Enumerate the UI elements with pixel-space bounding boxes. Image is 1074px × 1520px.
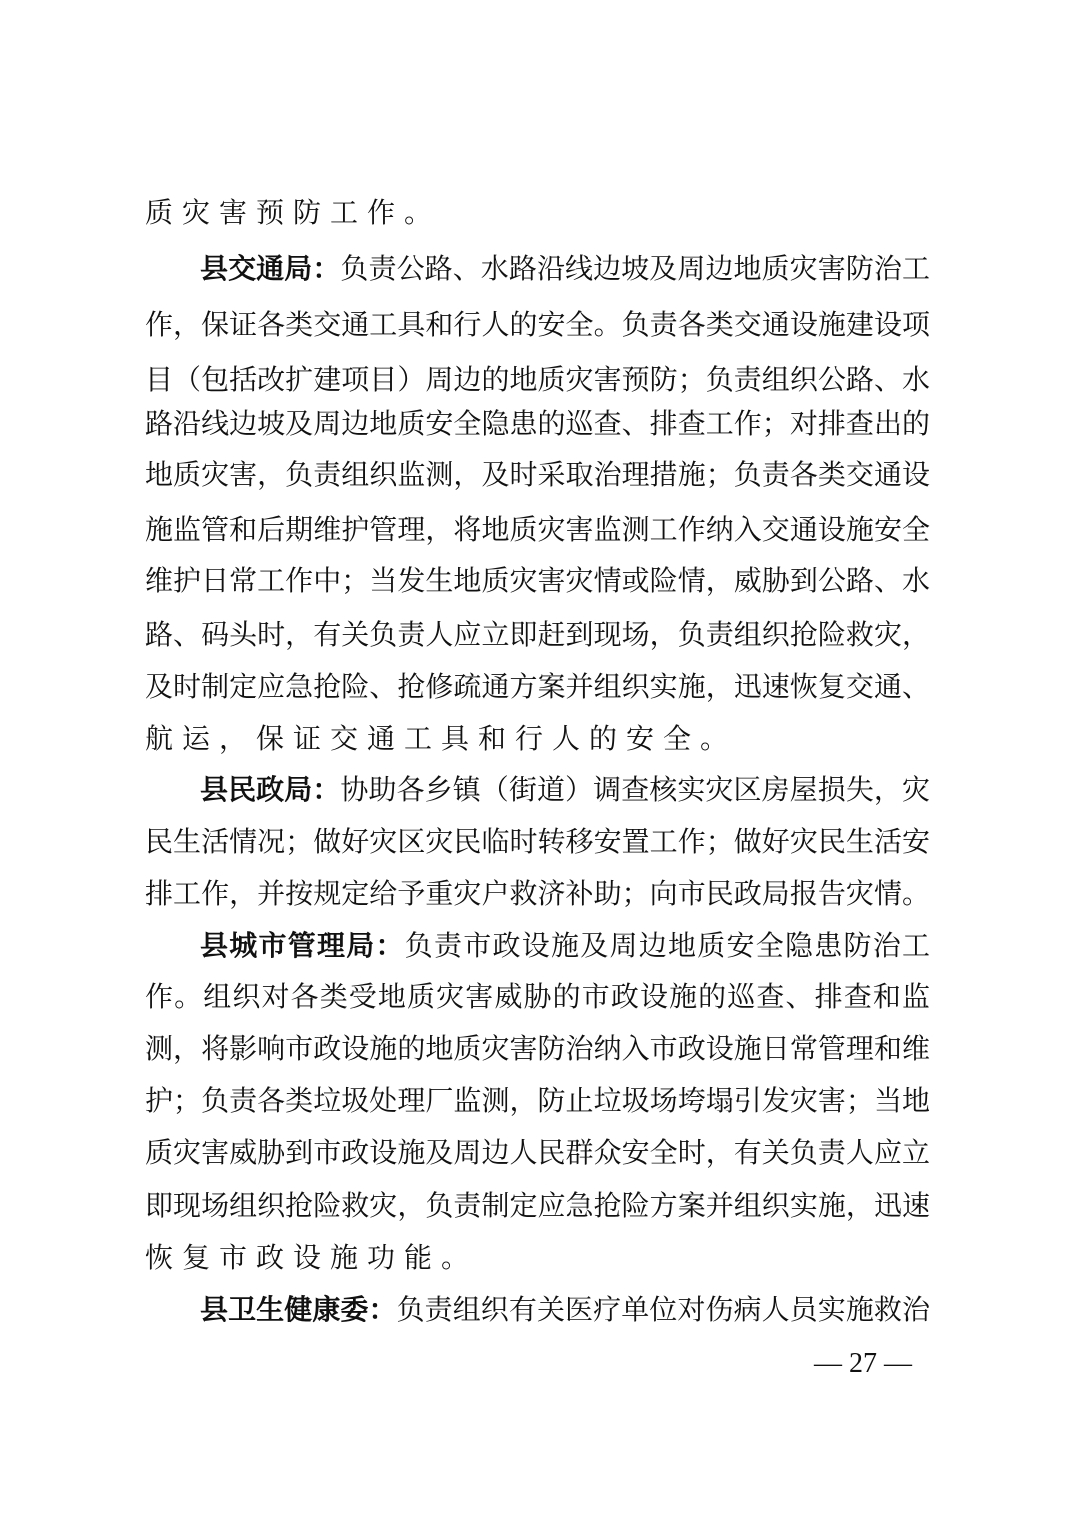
paragraph-line: 县交通局：负责公路、水路沿线边坡及周边地质灾害防治工 [200, 252, 930, 285]
section-heading-civil-affairs: 县民政局： [200, 773, 341, 806]
section-heading-city-management: 县城市管理局： [200, 929, 405, 962]
paragraph-line: 路沿线边坡及周边地质安全隐患的巡查、排查工作；对排查出的 [145, 407, 930, 440]
paragraph-line: 路、码头时，有关负责人应立即赶到现场，负责组织抢险救灾， [145, 618, 930, 651]
paragraph-line: 恢复市政设施功能。 [145, 1241, 479, 1274]
paragraph-line: 民生活情况；做好灾区灾民临时转移安置工作；做好灾民生活安 [145, 825, 930, 858]
paragraph-line: 测，将影响市政设施的地质灾害防治纳入市政设施日常管理和维 [145, 1032, 930, 1065]
paragraph-line: 作。组织对各类受地质灾害威胁的市政设施的巡查、排查和监 [145, 980, 930, 1013]
paragraph-line: 作，保证各类交通工具和行人的安全。负责各类交通设施建设项 [145, 308, 930, 341]
paragraph-line: 排工作，并按规定给予重灾户救济补助；向市民政局报告灾情。 [145, 877, 930, 910]
paragraph-line: 质灾害预防工作。 [145, 196, 442, 229]
paragraph-line: 县城市管理局：负责市政设施及周边地质安全隐患防治工 [200, 929, 930, 962]
paragraph-line: 护；负责各类垃圾处理厂监测，防止垃圾场垮塌引发灾害；当地 [145, 1084, 930, 1117]
paragraph-line: 地质灾害，负责组织监测，及时采取治理措施；负责各类交通设 [145, 458, 930, 491]
paragraph-line: 及时制定应急抢险、抢修疏通方案并组织实施，迅速恢复交通、 [145, 670, 930, 703]
paragraph-line: 即现场组织抢险救灾，负责制定应急抢险方案并组织实施，迅速 [145, 1189, 930, 1222]
paragraph-line: 县民政局：协助各乡镇（街道）调查核实灾区房屋损失，灾 [200, 773, 930, 806]
page-number: — 27 — [814, 1348, 912, 1379]
section-heading-health: 县卫生健康委： [200, 1293, 397, 1326]
paragraph-line: 施监管和后期维护管理，将地质灾害监测工作纳入交通设施安全 [145, 513, 930, 546]
paragraph-line: 质灾害威胁到市政设施及周边人民群众安全时，有关负责人应立 [145, 1136, 930, 1169]
paragraph-line: 航运，保证交通工具和行人的安全。 [145, 722, 738, 755]
paragraph-line: 县卫生健康委：负责组织有关医疗单位对伤病人员实施救治 [200, 1293, 930, 1326]
section-heading-traffic: 县交通局： [200, 252, 341, 285]
paragraph-line: 目（包括改扩建项目）周边的地质灾害预防；负责组织公路、水 [145, 363, 930, 396]
paragraph-line: 维护日常工作中；当发生地质灾害灾情或险情，威胁到公路、水 [145, 564, 930, 597]
